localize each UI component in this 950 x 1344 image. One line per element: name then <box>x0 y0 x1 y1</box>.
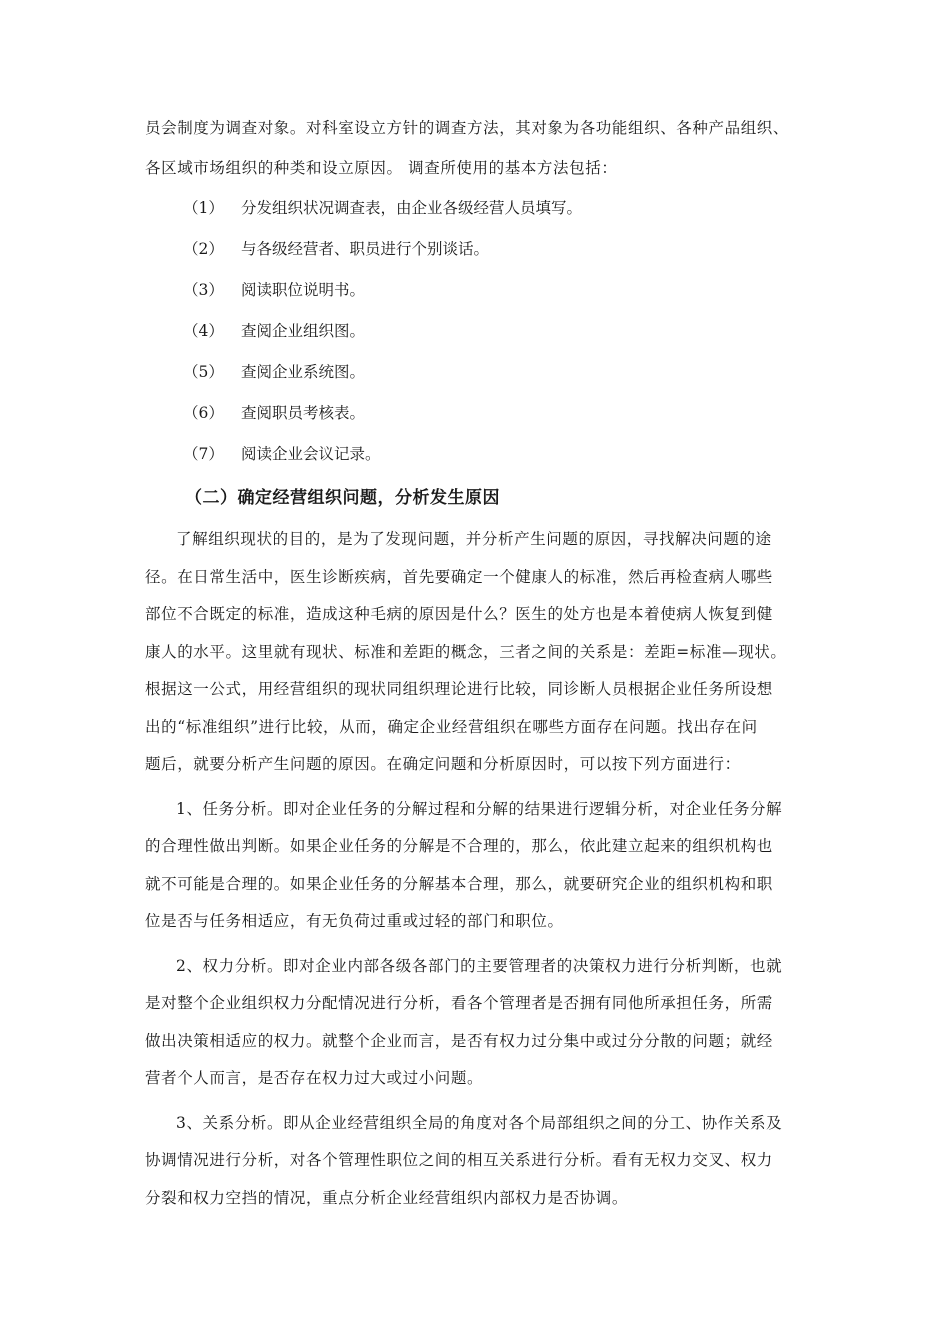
paragraph-line: 分裂和权力空挡的情况，重点分析企业经营组织内部权力是否协调。 <box>145 1188 629 1207</box>
item-text: 分发组织状况调查表，由企业各级经营人员填写。 <box>241 199 583 217</box>
paragraph-line: 做出决策相适应的权力。就整个企业而言，是否有权力过分集中或过分分散的问题；就经 <box>145 1031 773 1050</box>
document-page <box>145 108 807 1224</box>
item-text: 与各级经营者、职员进行个别谈话。 <box>241 240 490 258</box>
paragraph-line: 题后，就要分析产生问题的原因。在确定问题和分析原因时，可以按下列方面进行： <box>145 755 741 773</box>
paragraph-relation-analysis <box>145 1105 807 1218</box>
paragraph-power-analysis <box>145 948 807 1098</box>
item-number: （5） <box>183 363 224 381</box>
paragraph-line: 根据这一公式，用经营组织的现状同组织理论进行比较，同诊断人员根据企业任务所设想 <box>145 680 773 698</box>
section-heading: （二）确定经营组织问题，分析发生原因 <box>185 488 500 508</box>
paragraph-line: 3、关系分析。即从企业经营组织全局的角度对各个局部组织之间的分工、协作关系及 <box>176 1113 783 1132</box>
paragraph-line: 部位不合既定的标准，造成这种毛病的原因是什么？医生的处方也是本着使病人恢复到健 <box>145 605 773 623</box>
paragraph-line: 了解组织现状的目的，是为了发现问题，并分析产生问题的原因，寻找解决问题的途 <box>176 530 772 548</box>
paragraph-line: 协调情况进行分析，对各个管理性职位之间的相互关系进行分析。看有无权力交叉、权力 <box>145 1151 773 1169</box>
paragraph-task-analysis <box>145 791 807 941</box>
item-number: （2） <box>183 240 224 258</box>
item-text: 查阅企业系统图。 <box>241 363 366 381</box>
paragraph-line: 的合理性做出判断。如果企业任务的分解是不合理的，那么，依此建立起来的组织机构也 <box>145 837 773 855</box>
item-number: （3） <box>183 281 224 299</box>
list-item <box>145 270 807 311</box>
item-number: （7） <box>183 445 224 463</box>
paragraph-line: 2、权力分析。即对企业内部各级各部门的主要管理者的决策权力进行分析判断，也就 <box>176 956 783 975</box>
item-number: （6） <box>183 404 224 422</box>
paragraph-line: 就不可能是合理的。如果企业任务的分解基本合理，那么，就要研究企业的组织机构和职 <box>145 874 773 893</box>
paragraph-line: 康人的水平。这里就有现状、标准和差距的概念，三者之间的关系是：差距=标准—现状。 <box>145 642 787 661</box>
item-text: 查阅职员考核表。 <box>241 404 366 422</box>
list-item <box>145 434 807 475</box>
paragraph-line: 出的“标准组织”进行比较，从而，确定企业经营组织在哪些方面存在问题。找出存在问 <box>145 717 758 736</box>
paragraph-line: 1、任务分析。即对企业任务的分解过程和分解的结果进行逻辑分析，对企业任务分解 <box>176 799 783 818</box>
paragraph-line: 位是否与任务相适应，有无负荷过重或过轻的部门和职位。 <box>145 912 564 930</box>
list-item <box>145 311 807 352</box>
methods-list <box>145 188 807 475</box>
item-number: （1） <box>183 199 224 217</box>
item-text: 阅读企业会议记录。 <box>241 445 381 463</box>
list-item <box>145 188 807 229</box>
intro-line: 员会制度为调查对象。对科室设立方针的调查方法，其对象为各功能组织、各种产品组织、 <box>145 119 790 137</box>
item-text: 查阅企业组织图。 <box>241 322 366 340</box>
intro-paragraph <box>145 108 807 188</box>
intro-line: 各区域市场组织的种类和设立原因。 调查所使用的基本方法包括： <box>145 159 618 177</box>
list-item <box>145 393 807 434</box>
paragraph-diagnosis <box>145 521 807 784</box>
list-item <box>145 352 807 393</box>
paragraph-line: 营者个人而言，是否存在权力过大或过小问题。 <box>145 1069 484 1087</box>
item-text: 阅读职位说明书。 <box>241 281 366 299</box>
list-item <box>145 229 807 270</box>
paragraph-line: 径。在日常生活中，医生诊断疾病，首先要确定一个健康人的标准，然后再检查病人哪些 <box>145 567 773 586</box>
item-number: （4） <box>183 322 224 340</box>
paragraph-line: 是对整个企业组织权力分配情况进行分析，看各个管理者是否拥有同他所承担任务，所需 <box>145 994 773 1012</box>
